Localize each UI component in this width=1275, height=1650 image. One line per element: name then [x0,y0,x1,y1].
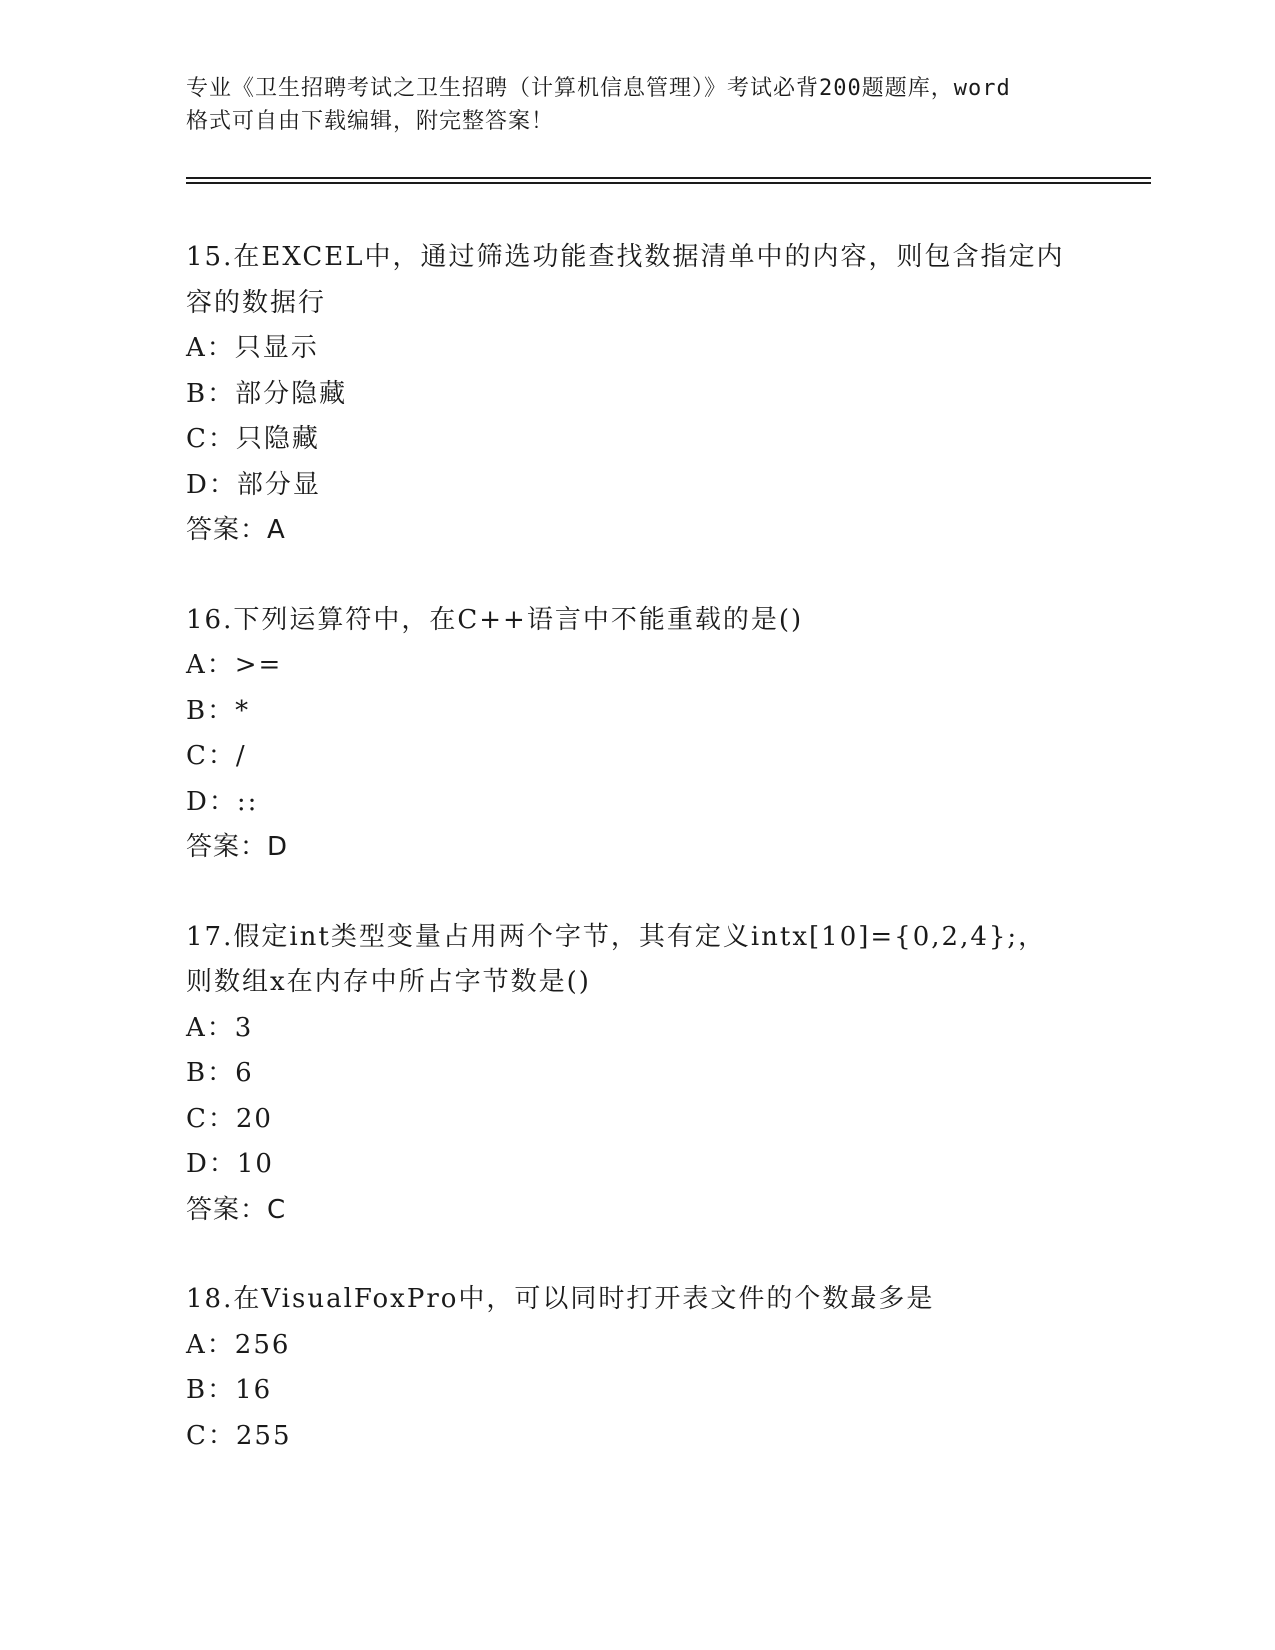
option-d: D：10 [186,1149,274,1179]
option-a: A：256 [186,1329,291,1360]
question-17 [186,915,1106,1234]
option-b: B：16 [186,1375,273,1405]
option-c: C：只隐藏 [186,424,320,454]
question-stem-line: 17.假定int类型变量占用两个字节，其有定义intx[10]={0,2,4};， [186,921,1047,952]
question-18 [186,1277,1106,1459]
option-a: A：只显示 [186,333,319,363]
question-stem-line: 18.在VisualFoxPro中，可以同时打开表文件的个数最多是 [186,1284,935,1314]
option-c: C：255 [186,1420,292,1451]
header-rule-top [186,177,1151,179]
option-d: D：:: [186,786,259,817]
option-b: B：部分隐藏 [186,378,348,409]
question-list [186,235,1106,1503]
option-a: A：>= [186,650,283,680]
question-15 [186,235,1106,554]
option-a: A：3 [186,1012,254,1043]
option-c: C：/ [186,741,247,771]
header-rule-bottom [186,182,1151,184]
option-b: B：* [186,695,251,726]
question-stem-line: 15.在EXCEL中，通过筛选功能查找数据清单中的内容，则包含指定内 [186,242,1065,272]
document-header [186,72,1106,138]
option-b: B：6 [186,1058,254,1088]
header-line-2: 格式可自由下载编辑，附完整答案！ [186,109,555,134]
question-stem-line: 则数组x在内存中所占字节数是() [186,967,591,997]
option-c: C：20 [186,1103,273,1134]
answer-line: 答案：C [186,1194,287,1225]
question-stem-line: 16.下列运算符中，在C++语言中不能重载的是() [186,604,804,635]
header-line-1: 专业《卫生招聘考试之卫生招聘（计算机信息管理）》考试必背200题题库，word [186,76,1011,101]
question-stem-line: 容的数据行 [186,287,327,318]
answer-line: 答案：A [186,515,286,545]
answer-line: 答案：D [186,832,289,862]
question-16 [186,598,1106,871]
option-d: D：部分显 [186,469,321,500]
